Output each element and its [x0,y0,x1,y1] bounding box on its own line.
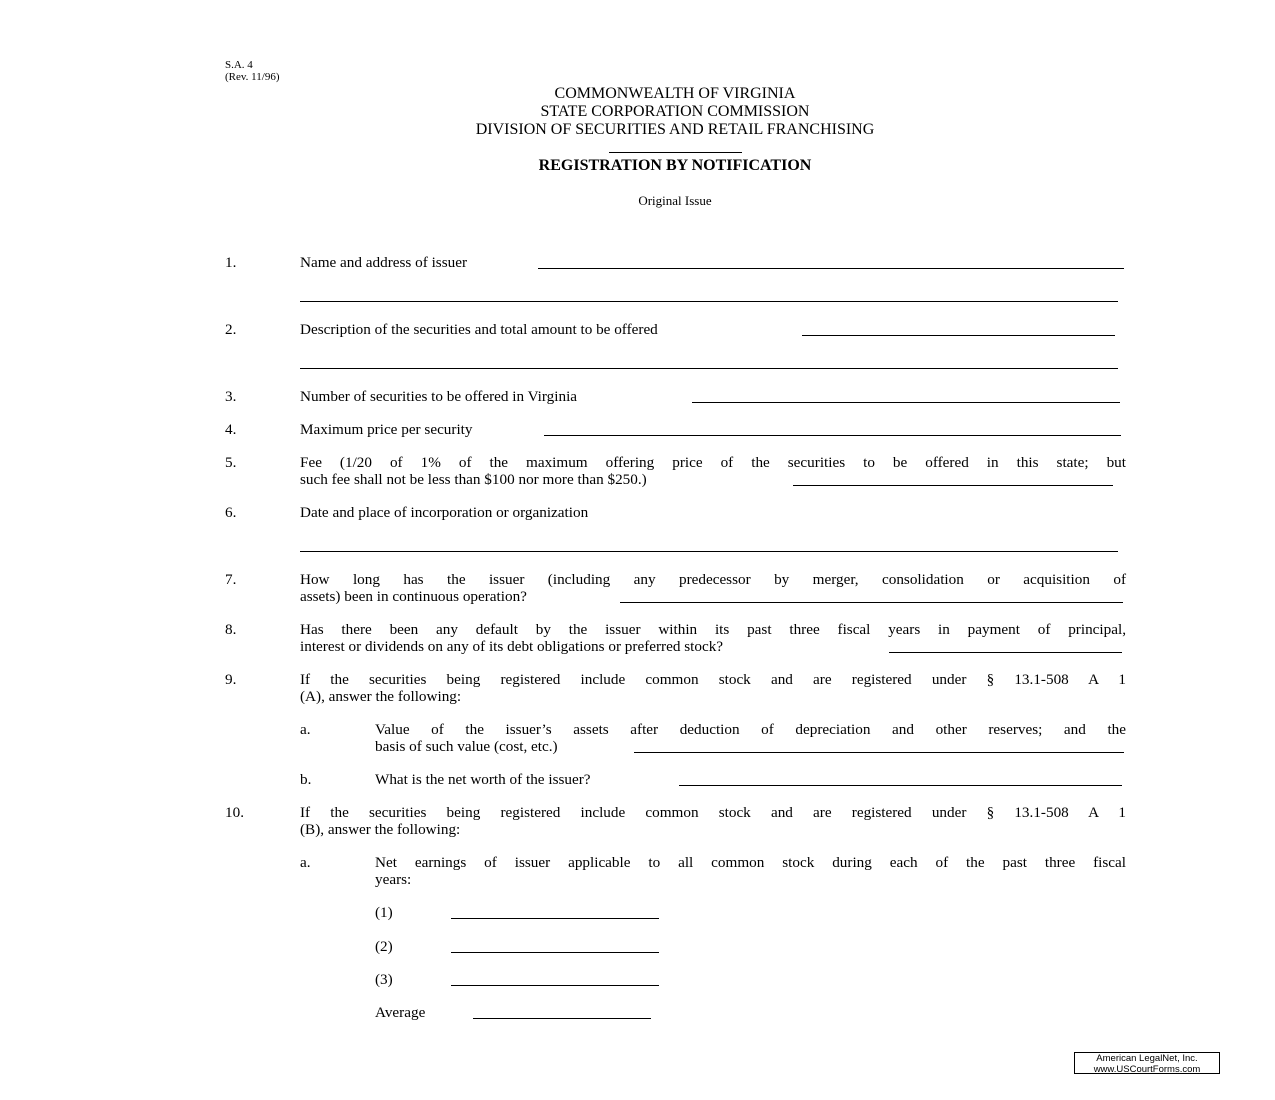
publisher-url: www.USCourtForms.com [1093,1064,1201,1075]
item-question: Maximum price per security [300,421,473,438]
item-question-cont: such fee shall not be less than $100 nor more than $250.) [300,471,647,488]
subitem-question-cont: basis of such value (cost, etc.) [375,738,558,755]
year-3-earnings-field[interactable] [451,985,659,986]
year-2-earnings-field[interactable] [451,952,659,953]
securities-description-field-2[interactable] [300,368,1118,369]
page-subtitle: Original Issue [638,193,712,208]
item-question-cont: (B), answer the following: [300,821,461,838]
item-question: Number of securities to be offered in Virginia [300,388,578,405]
item-number: 5. [225,454,237,471]
form-code [225,59,279,83]
average-earnings-field[interactable] [473,1018,651,1019]
item-number: 3. [225,388,237,405]
item-number: 4. [225,421,237,438]
header-commonwealth: COMMONWEALTH OF VIRGINIA [554,85,796,102]
header-commission: STATE CORPORATION COMMISSION [540,103,810,120]
item-number: 9. [225,671,237,688]
subitem-question: What is the net worth of the issuer? [375,771,591,788]
assets-value-field[interactable] [634,752,1124,753]
page-title: REGISTRATION BY NOTIFICATION [538,157,812,174]
subitem-question: Value of the issuer’s assets after deduction of depreciation and other reserves; and the [375,721,1126,738]
year-label: (3) [375,971,393,988]
publisher-badge [1074,1052,1220,1074]
item-number: 2. [225,321,237,338]
item-question: Description of the securities and total amount to be offered [300,321,658,338]
subitem-question: Net earnings of issuer applicable to all common stock during each of the past three fiscal [375,854,1126,871]
item-number: 7. [225,571,237,588]
year-label: (2) [375,938,393,955]
item-number: 8. [225,621,237,638]
item-question: If the securities being registered include common stock and are registered under § 13.1-508 A 1 [300,671,1126,688]
item-question: How long has the issuer (including any predecessor by merger, consolidation or acquisition of [300,571,1126,588]
publisher-name: American LegalNet, Inc. [1096,1053,1198,1064]
year-label: (1) [375,904,393,921]
subitem-label: b. [300,771,312,788]
net-worth-field[interactable] [679,785,1122,786]
item-question-cont: interest or dividends on any of its debt obligations or preferred stock? [300,638,724,655]
item-question: Fee (1/20 of 1% of the maximum offering price of the securities to be offered in this state; but [300,454,1126,471]
form-code-number: S.A. 4 [225,59,253,71]
incorporation-field[interactable] [300,551,1118,552]
default-field[interactable] [889,652,1122,653]
max-price-field[interactable] [544,435,1121,436]
item-question: Has there been any default by the issuer within its past three fiscal years in payment of principal, [300,621,1126,638]
subitem-label: a. [300,721,311,738]
subitem-question-cont: years: [375,871,412,888]
average-label: Average [375,1004,426,1021]
issuer-address-field[interactable] [300,301,1118,302]
subitem-label: a. [300,854,311,871]
securities-description-field[interactable] [802,335,1115,336]
form-code-revision: (Rev. 11/96) [225,71,280,83]
continuous-operation-field[interactable] [620,602,1123,603]
item-number: 6. [225,504,237,521]
item-number: 10. [225,804,244,821]
item-number: 1. [225,254,237,271]
securities-number-field[interactable] [692,402,1120,403]
item-question-cont: assets) been in continuous operation? [300,588,527,605]
item-question: Name and address of issuer [300,254,468,271]
fee-field[interactable] [793,485,1113,486]
item-question-cont: (A), answer the following: [300,688,462,705]
issuer-name-field[interactable] [538,268,1124,269]
item-question: Date and place of incorporation or organization [300,504,589,521]
header-division: DIVISION OF SECURITIES AND RETAIL FRANCHISING [475,121,875,138]
header-divider [609,152,742,153]
year-1-earnings-field[interactable] [451,918,659,919]
item-question: If the securities being registered include common stock and are registered under § 13.1-508 A 1 [300,804,1126,821]
